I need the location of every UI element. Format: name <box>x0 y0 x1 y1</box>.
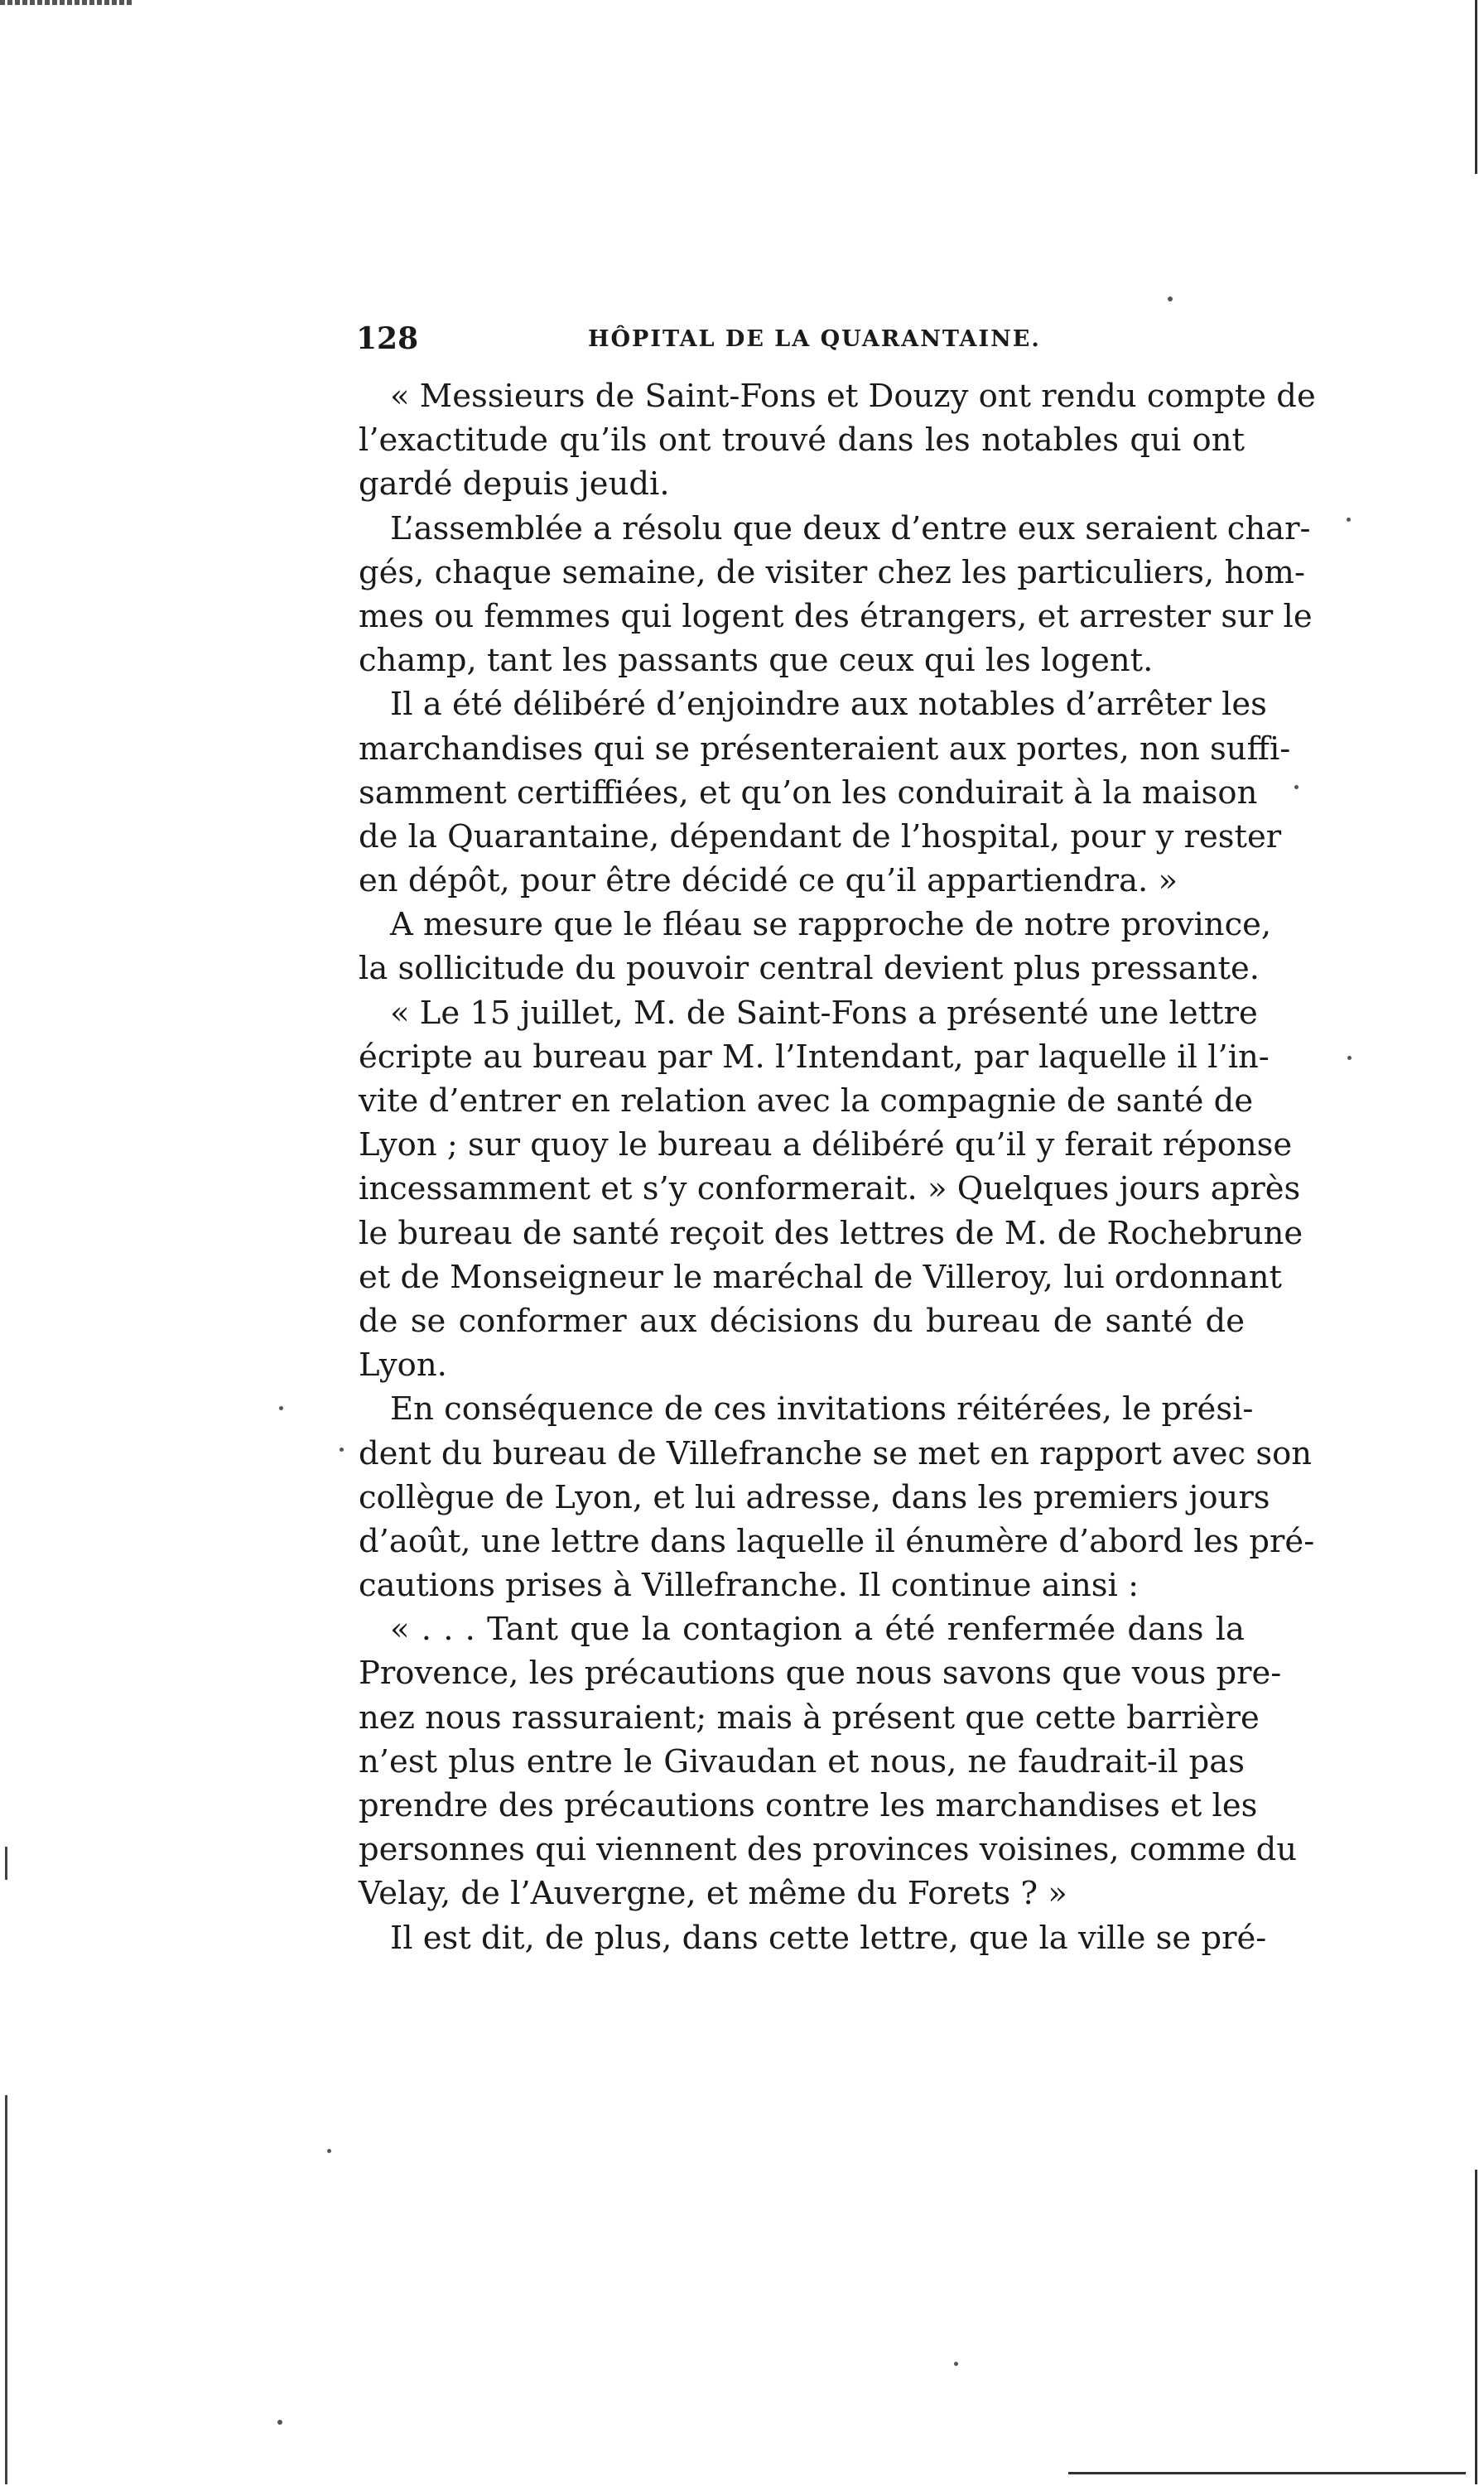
text-line: écripte au bureau par M. l’Intendant, par laquelle il l’in- <box>359 1038 1270 1076</box>
speck <box>1294 785 1298 789</box>
text-line: et de Monseigneur le maréchal de Villeroy, lui ordonnant <box>359 1258 1283 1296</box>
text-line: samment certiffiées, et qu’on les conduirait à la maison <box>359 773 1258 812</box>
text-line: gés, chaque semaine, de visiter chez les particuliers, hom- <box>359 553 1305 591</box>
text-line: de la Quarantaine, dépendant de l’hospital, pour y rester <box>359 817 1282 855</box>
text-line: l’exactitude qu’ils ont trouvé dans les notables qui ont <box>359 422 1245 460</box>
text-line: incessamment et s’y conformerait. » Quelques jours après <box>359 1170 1301 1208</box>
text-line: Lyon. <box>359 1347 447 1385</box>
text-line: Velay, de l’Auvergne, et même du Forets ? » <box>359 1875 1067 1913</box>
text-line: marchandises qui se présenteraient aux portes, non suffi- <box>359 730 1291 768</box>
text-line: Il a été délibéré d’enjoindre aux notables d’arrêter les <box>390 686 1267 724</box>
text-line: En conséquence de ces invitations réitérées, le prési- <box>390 1390 1254 1428</box>
text-line: dent du bureau de Villefranche se met en rapport avec son <box>359 1434 1313 1472</box>
text-line: en dépôt, pour être décidé ce qu’il appartiendra. » <box>359 862 1178 900</box>
text-line: nez nous rassuraient; mais à présent que cette barrière <box>359 1698 1260 1737</box>
scan-edge-left <box>5 2095 7 2484</box>
text-line: de se conformer aux décisions du bureau de santé de <box>359 1302 1245 1340</box>
text-line: la sollicitude du pouvoir central devient plus pressante. <box>359 950 1260 988</box>
text-line: personnes qui viennent des provinces voisines, comme du <box>359 1831 1298 1869</box>
text-line: L’assemblée a résolu que deux d’entre eux seraient char- <box>390 509 1311 547</box>
text-line: champ, tant les passants que ceux qui les logent. <box>359 642 1154 680</box>
speck <box>1347 518 1351 522</box>
text-line: A mesure que le fléau se rapproche de notre province, <box>390 906 1272 944</box>
scan-edge-bottom <box>1068 2472 1466 2474</box>
speck <box>954 2362 958 2366</box>
speck <box>1168 296 1173 301</box>
text-line: Provence, les précautions que nous savons que vous pre- <box>359 1655 1282 1693</box>
text-line: le bureau de santé reçoit des lettres de M. de Rochebrune <box>359 1214 1303 1252</box>
speck <box>1347 1056 1352 1060</box>
speck <box>327 2149 331 2153</box>
speck <box>279 1406 283 1410</box>
text-line: d’août, une lettre dans laquelle il énumère d’abord les pré- <box>359 1522 1315 1560</box>
running-head: HÔPITAL DE LA QUARANTAINE. <box>588 326 1041 352</box>
scan-edge-right <box>1475 2170 1477 2484</box>
page-header <box>356 321 1242 363</box>
text-line: Il est dit, de plus, dans cette lettre, que la ville se pré- <box>390 1919 1267 1957</box>
text-line: cautions prises à Villefranche. Il continue ainsi : <box>359 1567 1140 1605</box>
scan-edge-right <box>1475 0 1477 174</box>
text-line: « Messieurs de Saint-Fons et Douzy ont rendu compte de <box>390 378 1316 415</box>
scan-edge-left <box>5 1847 7 1880</box>
text-line: gardé depuis jeudi. <box>359 465 670 503</box>
text-line: collègue de Lyon, et lui adresse, dans les premiers jours <box>359 1478 1270 1516</box>
text-line: vite d’entrer en relation avec la compagnie de santé de <box>359 1082 1254 1120</box>
body-text <box>359 374 1316 1960</box>
text-line: « Le 15 juillet, M. de Saint-Fons a présenté une lettre <box>390 994 1258 1032</box>
text-line: n’est plus entre le Givaudan et nous, ne faudrait-il pas <box>359 1742 1245 1780</box>
text-line: prendre des précautions contre les marchandises et les <box>359 1787 1258 1824</box>
speck <box>277 2420 282 2425</box>
page-number: 128 <box>356 321 419 356</box>
speck <box>340 1448 344 1452</box>
text-line: mes ou femmes qui logent des étrangers, et arrester sur le <box>359 597 1313 635</box>
scan-artifact <box>0 0 132 5</box>
text-line: Lyon ; sur quoy le bureau a délibéré qu’il y ferait réponse <box>359 1126 1293 1164</box>
text-line: « . . . Tant que la contagion a été renfermée dans la <box>390 1611 1245 1649</box>
